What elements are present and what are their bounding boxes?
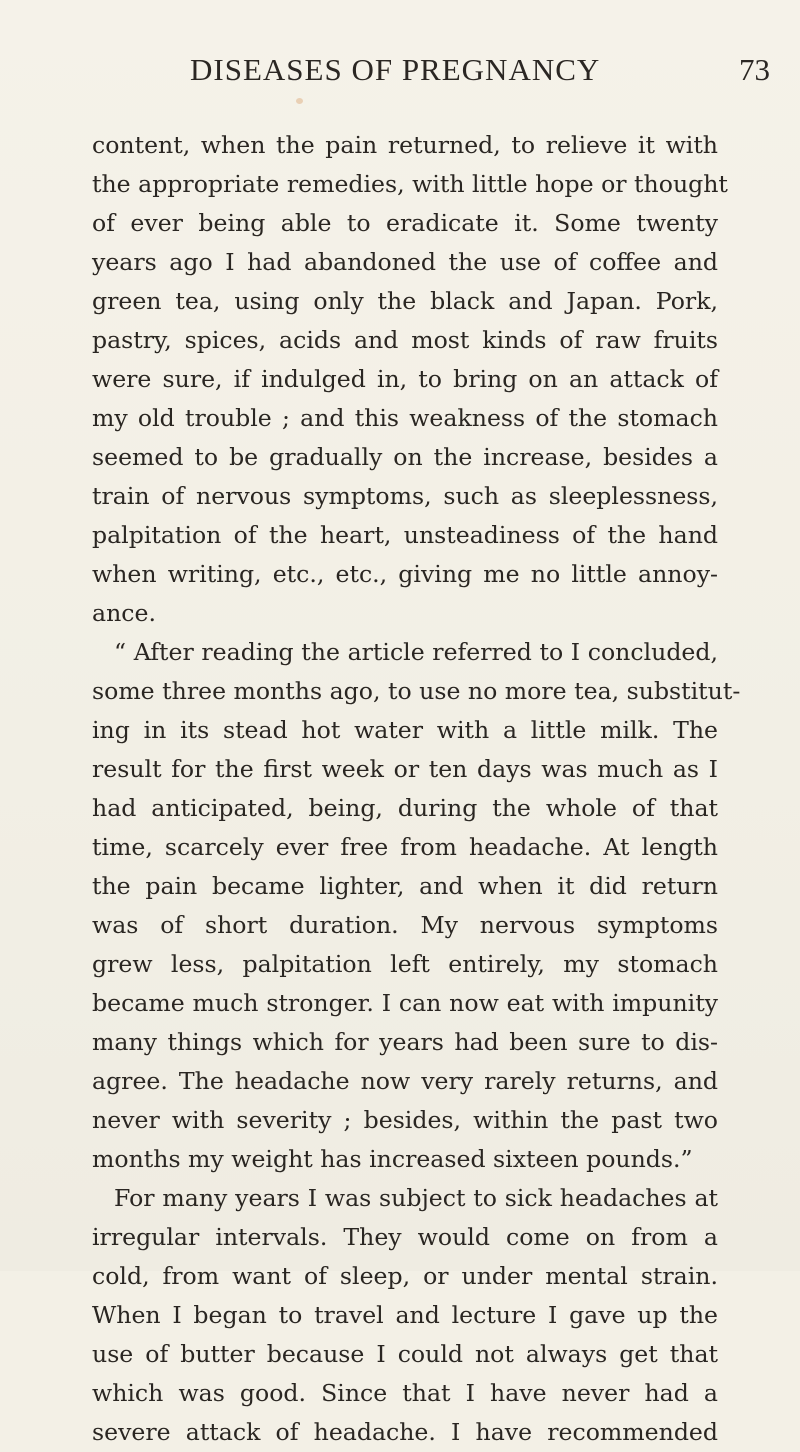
text-line: cold, from want of sleep, or under mental strain. bbox=[92, 1262, 718, 1290]
running-head bbox=[100, 52, 770, 96]
text-line: had anticipated, being, during the whole of that bbox=[92, 794, 718, 822]
paper-speck bbox=[296, 98, 303, 104]
text-line: severe attack of headache. I have recommended bbox=[92, 1418, 718, 1446]
text-line: train of nervous symptoms, such as sleeplessness, bbox=[92, 482, 718, 510]
text-line: grew less, palpitation left entirely, my stomach bbox=[92, 950, 718, 978]
text-line: result for the first week or ten days was much as I bbox=[92, 755, 718, 783]
text-line-paragraph-start: For many years I was subject to sick headaches at bbox=[114, 1184, 718, 1212]
text-line: seemed to be gradually on the increase, besides a bbox=[92, 443, 718, 471]
text-line: was of short duration. My nervous symptoms bbox=[92, 911, 718, 939]
text-line: years ago I had abandoned the use of coffee and bbox=[92, 248, 718, 276]
text-line: which was good. Since that I have never had a bbox=[92, 1379, 718, 1407]
text-line: some three months ago, to use no more tea, substitut- bbox=[92, 677, 741, 705]
body-text bbox=[92, 126, 741, 1452]
text-line: palpitation of the heart, unsteadiness of the hand bbox=[92, 521, 718, 549]
text-line-paragraph-end: months my weight has increased sixteen pounds.” bbox=[92, 1145, 693, 1173]
text-line: became much stronger. I can now eat with impunity bbox=[92, 989, 718, 1017]
text-line-paragraph-start: “ After reading the article referred to I concluded, bbox=[114, 638, 718, 666]
page-number: 73 bbox=[739, 52, 770, 87]
text-line: pastry, spices, acids and most kinds of raw fruits bbox=[92, 326, 718, 354]
text-line: ing in its stead hot water with a little milk. The bbox=[92, 716, 718, 744]
text-line: the appropriate remedies, with little hope or thought bbox=[92, 170, 728, 198]
running-title: DISEASES OF PREGNANCY bbox=[190, 52, 601, 87]
text-line-paragraph-end: ance. bbox=[92, 599, 156, 627]
text-line: when writing, etc., etc., giving me no little annoy- bbox=[92, 560, 718, 588]
text-line: of ever being able to eradicate it. Some twenty bbox=[92, 209, 718, 237]
text-line: many things which for years had been sure to dis- bbox=[92, 1028, 718, 1056]
text-line: use of butter because I could not always get that bbox=[92, 1340, 718, 1368]
text-line: time, scarcely ever free from headache. At length bbox=[92, 833, 718, 861]
text-line: never with severity ; besides, within the past two bbox=[92, 1106, 718, 1134]
text-line: my old trouble ; and this weakness of the stomach bbox=[92, 404, 718, 432]
text-line: content, when the pain returned, to relieve it with bbox=[92, 131, 718, 159]
text-line: green tea, using only the black and Japan. Pork, bbox=[92, 287, 718, 315]
text-line: When I began to travel and lecture I gave up the bbox=[92, 1301, 718, 1329]
text-line: agree. The headache now very rarely returns, and bbox=[92, 1067, 718, 1095]
text-line: were sure, if indulged in, to bring on an attack of bbox=[92, 365, 718, 393]
text-line: the pain became lighter, and when it did return bbox=[92, 872, 718, 900]
text-line: irregular intervals. They would come on from a bbox=[92, 1223, 718, 1251]
